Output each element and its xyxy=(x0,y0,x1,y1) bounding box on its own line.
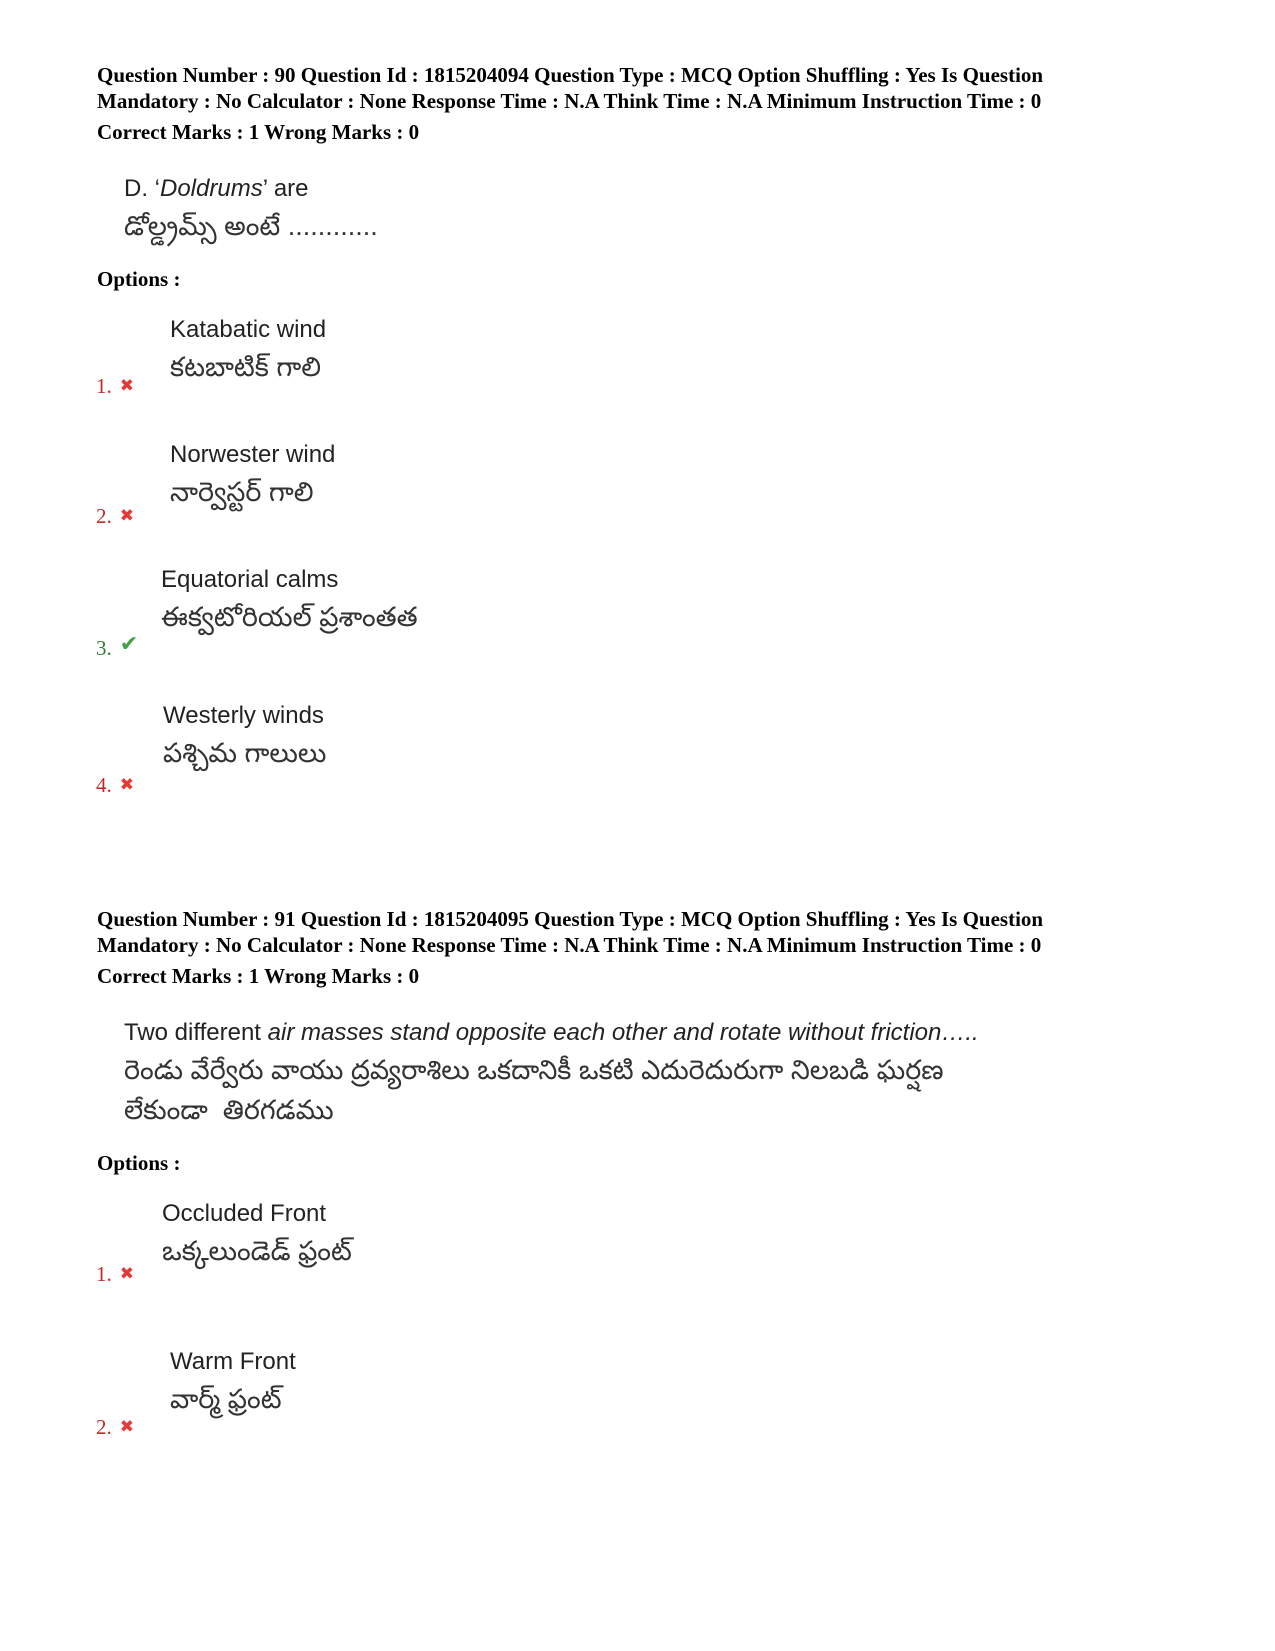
option-telugu: ఒక్కలుండెడ్ ఫ్రంట్ xyxy=(162,1236,352,1266)
option-1-text xyxy=(162,1197,352,1271)
option-telugu: వార్మ్ ఫ్రంట్ xyxy=(170,1384,282,1414)
cross-icon: ✖ xyxy=(119,1263,134,1284)
option-number: 2. xyxy=(96,1415,112,1439)
option-number: 1. xyxy=(96,374,112,398)
option-telugu: కటబాటిక్ గాలి xyxy=(170,352,321,382)
question-meta xyxy=(97,906,1207,958)
question-meta-line2: Mandatory : No Calculator : None Response Time : N.A Think Time : N.A Minimum Instruction Time : 0 xyxy=(97,933,1042,957)
option-telugu: ఈక్వటోరియల్ ప్రశాంతత xyxy=(161,602,418,632)
question-text-telugu-line1: రెండు వేర్వేరు వాయు ద్రవ్యరాశిలు ఒకదానికీ ఒకటి ఎదురెదురుగా నిలబడి ఘర్షణ xyxy=(124,1055,944,1085)
cross-icon: ✖ xyxy=(119,774,134,795)
question-text-telugu-line2: లేకుండా తిరగడము xyxy=(124,1095,334,1125)
question-text-english: D. ‘Doldrums’ are xyxy=(124,175,309,202)
marks-line: Correct Marks : 1 Wrong Marks : 0 xyxy=(97,964,420,988)
question-text-telugu: డోల్డ్రమ్స్ అంటే ............ xyxy=(124,211,378,241)
option-2-text xyxy=(170,438,335,512)
option-english: Occluded Front xyxy=(162,1200,327,1227)
option-telugu: నార్వెస్టర్ గాలి xyxy=(170,477,314,507)
question-meta-line1: Question Number : 90 Question Id : 1815204094 Question Type : MCQ Option Shuffling : Yes Is Question xyxy=(97,63,1044,87)
option-4-text xyxy=(163,699,326,773)
question-meta xyxy=(97,62,1207,114)
option-number: 2. xyxy=(96,504,112,528)
option-english: Norwester wind xyxy=(170,441,336,468)
option-2-text xyxy=(170,1345,296,1419)
question-meta-line2: Mandatory : No Calculator : None Response Time : N.A Think Time : N.A Minimum Instruction Time : 0 xyxy=(97,89,1042,113)
marks-line: Correct Marks : 1 Wrong Marks : 0 xyxy=(97,120,420,144)
options-label: Options : xyxy=(97,1151,181,1175)
option-2-marker xyxy=(96,504,134,528)
option-english: Katabatic wind xyxy=(170,316,327,343)
cross-icon: ✖ xyxy=(119,375,134,396)
option-1-marker xyxy=(96,374,134,398)
option-3-text xyxy=(161,563,418,637)
option-2-marker xyxy=(96,1415,134,1439)
cross-icon: ✖ xyxy=(119,505,134,526)
option-number: 4. xyxy=(96,773,112,797)
option-telugu: పశ్చిమ గాలులు xyxy=(163,738,327,768)
check-icon: ✔ xyxy=(119,632,139,657)
option-english: Warm Front xyxy=(170,1348,296,1375)
question-text-english: Two different air masses stand opposite each other and rotate without friction….. xyxy=(124,1019,979,1046)
question-meta-line1: Question Number : 91 Question Id : 1815204095 Question Type : MCQ Option Shuffling : Yes Is Question xyxy=(97,907,1044,931)
option-4-marker xyxy=(96,773,134,797)
cross-icon: ✖ xyxy=(119,1416,134,1437)
option-number: 3. xyxy=(96,636,112,660)
option-3-marker xyxy=(96,632,139,660)
question-text xyxy=(124,1016,979,1130)
option-1-marker xyxy=(96,1262,134,1286)
option-number: 1. xyxy=(96,1262,112,1286)
options-label: Options : xyxy=(97,267,181,291)
option-1-text xyxy=(170,313,326,387)
option-english: Equatorial calms xyxy=(161,566,339,593)
question-text xyxy=(124,172,378,246)
option-english: Westerly winds xyxy=(163,702,324,729)
